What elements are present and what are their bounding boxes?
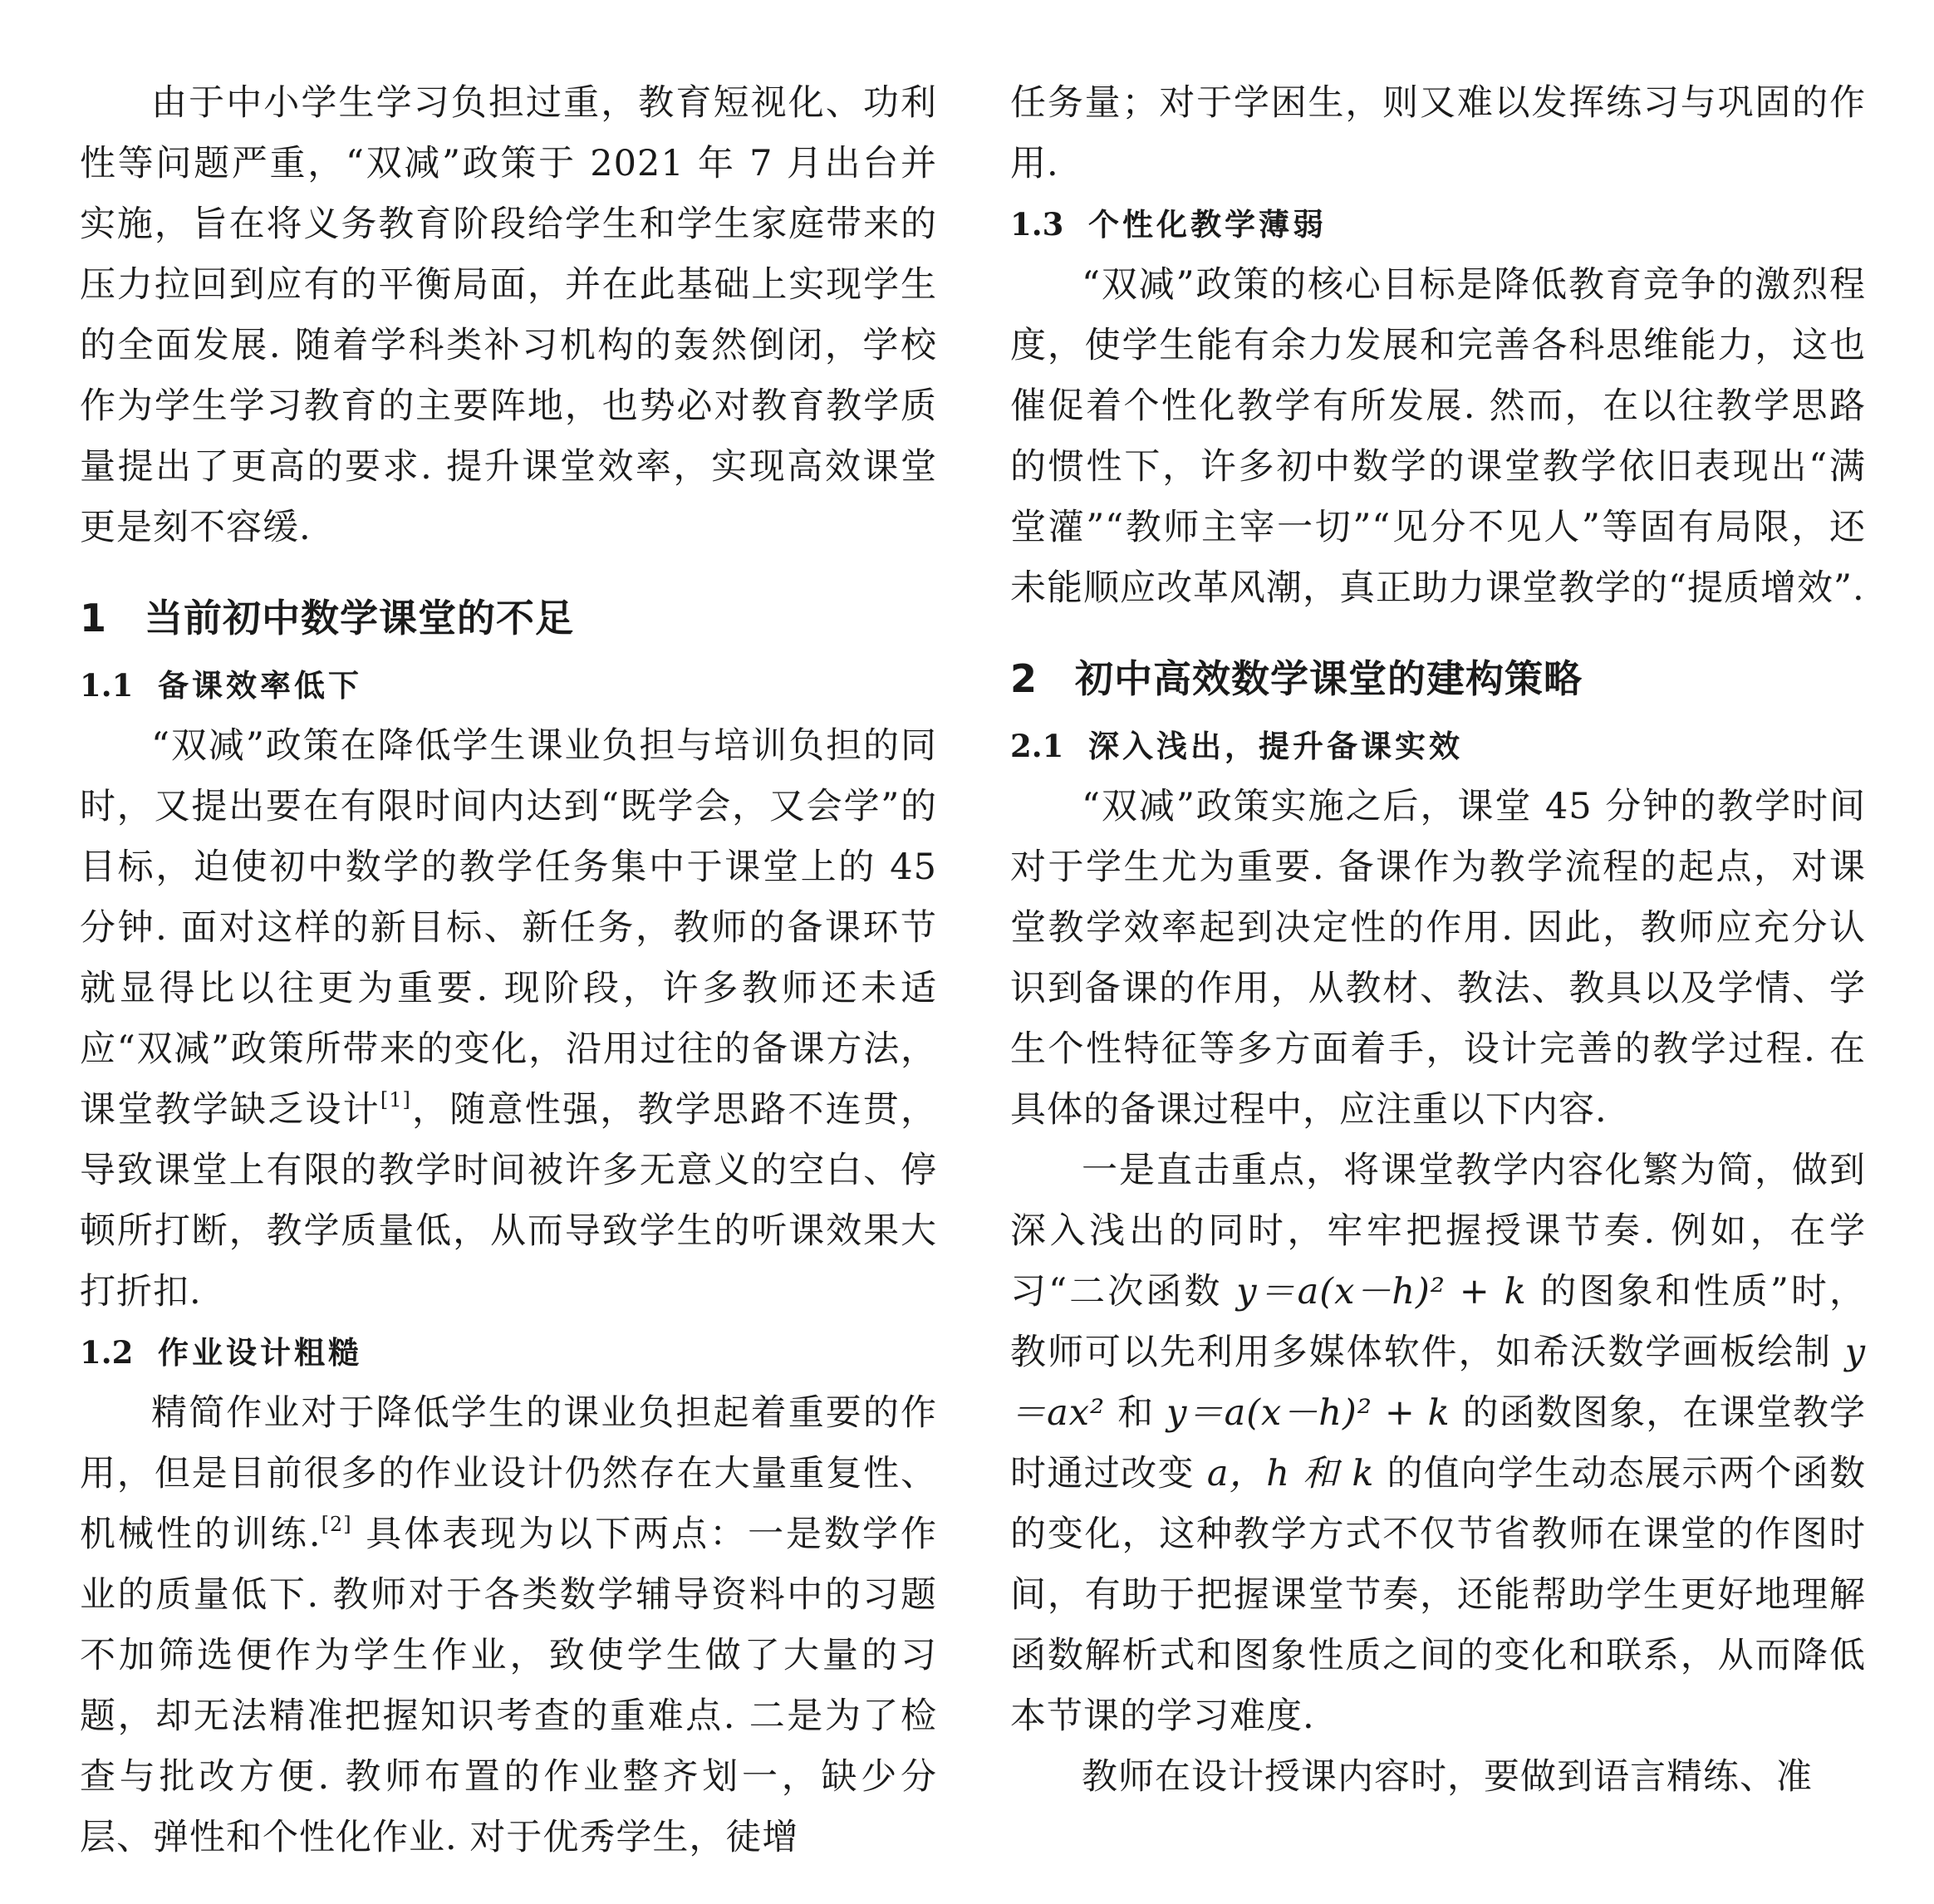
subsection-title: 个性化教学薄弱 [1088, 206, 1327, 243]
subsection-heading-1-3 [1010, 194, 1866, 255]
paragraph-1-1 [80, 716, 937, 1322]
intro-paragraph: 由于中小学生学习负担过重，教育短视化、功利性等问题严重，“双减”政策于 2021 年 7 月出台并实施，旨在将义务教育阶段给学生和学生家庭带来的压力拉回到应有的平衡局面，并在此基础上实现学生的全面发展. 随着学科类补习机构的轰然倒闭，学校作为学生学习教育的主要阵地，也势必对教育教学质量提出了更高的要求. 提升课堂效率，实现高效课堂更是刻不容缓. [80, 82, 937, 548]
text-run: ，随意性强，教学思路不连贯，导致课堂上有限的教学时间被许多无意义的空白、停顿所打断，教学质量低，从而导致学生的听课效果大打折扣. [80, 1089, 938, 1313]
subsection-number: 2.1 [1010, 728, 1064, 764]
section-heading-1 [80, 588, 937, 649]
text-run: 具体表现为以下两点：一是数学作业的质量低下. 教师对于各类数学辅导资料中的习题不加筛选便作为学生作业，致使学生做了大量的习题，却无法精准把握知识考查的重难点. 二是为了检查与批改方便. 教师布置的作业整齐划一，缺少分层、弹性和个性化作业. 对于优秀学生，徒增 [80, 1514, 938, 1858]
subsection-heading-1-2 [80, 1322, 937, 1383]
math-formula: y＝a(x－h)² + k [1166, 1392, 1450, 1434]
text-run: 的图象和性质”时，教师可以先利用多媒体软件，如希沃数学画板绘制 [1010, 1271, 1866, 1373]
spacer [1010, 709, 1866, 716]
subsection-title: 作业设计粗糙 [158, 1334, 362, 1371]
text-run: “双减”政策在降低学生课业负担与培训负担的同时，又提出要在有限时间内达到“既学会，又会学”的目标，迫使初中数学的教学任务集中于课堂上的 45 分钟. 面对这样的新目标、新任务，教师的备课环节就显得比以往更为重要. 现阶段，许多教师还未适应“双减”政策所带来的变化，沿用过往的备课方法，课堂教学缺乏设计 [80, 725, 937, 1131]
paragraph-2-1-point-1 [1010, 1141, 1866, 1747]
section-number: 1 [80, 596, 108, 640]
paragraph-2-1-point-2: 教师在设计授课内容时，要做到语言精练、准 [1082, 1756, 1813, 1798]
continued-paragraph: 任务量；对于学困生，则又难以发挥练习与巩固的作用. [1010, 82, 1866, 184]
paragraph-1-3: “双减”政策的核心目标是降低教育竞争的激烈程度，使学生能有余力发展和完善各科思维能力，这也催促着个性化教学有所发展. 然而，在以往教学思路的惯性下，许多初中数学的课堂教学依旧表现出“满堂灌”“教师主宰一切”“见分不见人”等固有局限，还未能顺应改革风潮，真正助力课堂教学的“提质增效”. [1010, 264, 1866, 609]
text-run: 精简作业对于降低学生的课业负担起着重要的作用，但是目前很多的作业设计仍然存在大量重复性、机械性的训练. [80, 1392, 937, 1555]
paragraph-2-1: “双减”政策实施之后，课堂 45 分钟的教学时间对于学生尤为重要. 备课作为教学流程的起点，对课堂教学效率起到决定性的作用. 因此，教师应充分认识到备课的作用，从教材、教法、教具以及学情、学生个性特征等多方面着手，设计完善的教学过程. 在具体的备课过程中，应注重以下内容. [1010, 786, 1866, 1131]
math-formula: y＝ax² [1010, 1332, 1866, 1434]
subsection-title: 备课效率低下 [158, 667, 362, 704]
subsection-number: 1.3 [1010, 206, 1064, 243]
section-number: 2 [1010, 656, 1038, 701]
spacer [80, 649, 937, 655]
subsection-number: 1.2 [80, 1334, 134, 1371]
section-title: 初中高效数学课堂的建构策略 [1075, 656, 1583, 701]
subsection-heading-1-1 [80, 655, 937, 716]
subsection-title: 深入浅出，提升备课实效 [1088, 728, 1463, 764]
subsection-heading-2-1 [1010, 716, 1866, 777]
text-run: 和 [1105, 1392, 1167, 1434]
paragraph-1-2 [80, 1383, 937, 1868]
math-variables: a，h 和 k [1206, 1453, 1375, 1494]
right-column [1010, 73, 1866, 1808]
citation-ref: [2] [321, 1513, 352, 1536]
text-run: 的函数图象，在课堂教学时通过改变 [1010, 1392, 1867, 1494]
subsection-number: 1.1 [80, 667, 134, 704]
spacer [80, 558, 937, 588]
section-title: 当前初中数学课堂的不足 [145, 596, 574, 640]
citation-ref: [1] [380, 1088, 411, 1111]
text-run: 的值向学生动态展示两个函数的变化，这种教学方式不仅节省教师在课堂的作图时间，有助于把握课堂节奏，还能帮助学生更好地理解函数解析式和图象性质之间的变化和联系，从而降低本节课的学习难度. [1010, 1453, 1867, 1737]
text-run: 一是直击重点，将课堂教学内容化繁为简，做到深入浅出的同时，牢牢把握授课节奏. 例如，在学习“二次函数 [1010, 1150, 1866, 1313]
section-heading-2 [1010, 649, 1866, 709]
left-column [80, 73, 937, 1868]
spacer [1010, 619, 1866, 649]
math-formula: y＝a(x－h)² + k [1236, 1271, 1527, 1313]
